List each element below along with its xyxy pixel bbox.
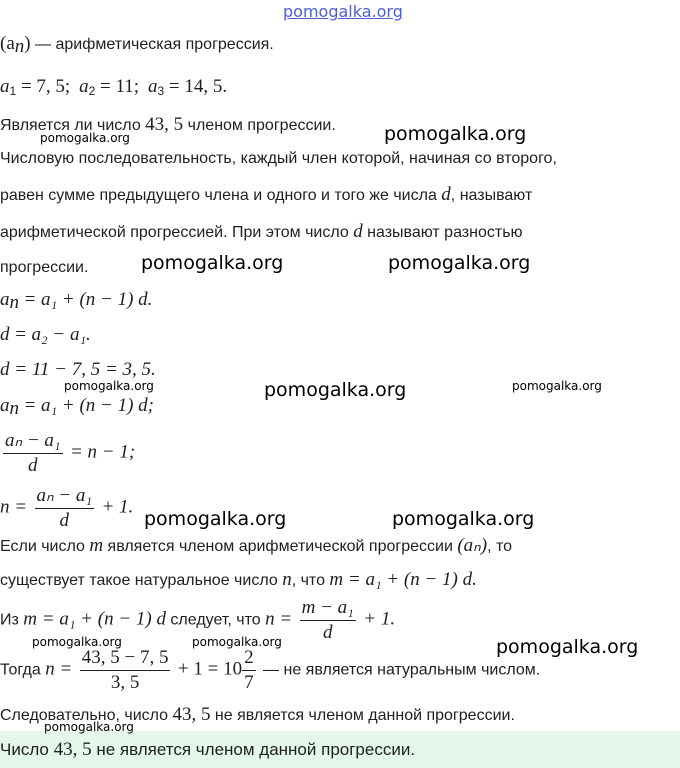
watermark: pomogalka.org xyxy=(40,131,130,145)
formula-fraction: $\frac{\text{aₙ − a₁}}{d}$ = n − 1; xyxy=(5,430,136,476)
watermark: pomogalka.org xyxy=(392,508,535,530)
formula-n: n = $\frac{\text{aₙ − a₁}}{d}$ + 1. xyxy=(0,485,134,531)
definition-line-1: Числовую последовательность, каждый член которой, начиная со второго, xyxy=(0,150,557,167)
watermark: pomogalka.org xyxy=(141,252,284,274)
watermark: pomogalka.org xyxy=(144,508,287,530)
reasoning-line-2: существует такое натуральное число n, что m = a₁ + (n − 1) d. xyxy=(0,569,477,590)
formula-an-2: $a_n = a_1 + (n - 1)$ d; xyxy=(0,395,155,419)
reasoning-line-1: Если число m является членом арифметической прогрессии (aₙ), то xyxy=(0,535,513,556)
fraction: $\frac{43, 5 - 7, 5}{3, 5}$ xyxy=(81,647,169,693)
reasoning-line-3: Из m = a₁ + (n − 1) d следует, что n = $\frac{\text{m − a₁}}{d}$ + 1. xyxy=(0,597,396,643)
definition-line-3: арифметической прогрессией. При этом число d называют разностью xyxy=(0,221,523,242)
definition-line-4: прогрессии. xyxy=(0,259,89,276)
fraction: $\frac{\text{m − a₁}}{d}$ xyxy=(301,597,354,643)
fraction: $\frac{\text{aₙ − a₁}}{d}$ xyxy=(36,485,93,531)
mixed-fraction: $\frac{2}{7}$ xyxy=(244,647,254,693)
sequence-statement: $(a_n)$ — арифметическая прогрессия. xyxy=(0,33,274,57)
watermark-top: pomogalka.org xyxy=(283,2,403,21)
watermark: pomogalka.org xyxy=(496,636,639,658)
question: Является ли число 43, 5 членом прогрессии. xyxy=(0,114,336,135)
answer-text: Число 43, 5 не является членом данной прогрессии. xyxy=(0,739,416,760)
reasoning-line-4: Тогда n = $\frac{43, 5 - 7, 5}{3, 5}$ + 1 = 10 $\frac{2}{7}$ — не является натуральным числом. xyxy=(0,647,541,693)
answer-box xyxy=(0,731,680,768)
formula-d-value: d = 11 − 7, 5 = 3, 5. xyxy=(0,359,156,380)
reasoning-line-5: Следовательно, число 43, 5 не является членом данной прогрессии. xyxy=(0,704,515,725)
watermark: pomogalka.org xyxy=(32,635,122,649)
watermark: pomogalka.org xyxy=(512,379,602,393)
watermark: pomogalka.org xyxy=(192,635,282,649)
watermark: pomogalka.org xyxy=(264,379,407,401)
given-terms: $a_1 = 7$, 5; $a_2 = 11$; $a_3 = 14$, 5. xyxy=(0,76,228,98)
definition-line-2: равен сумме предыдущего члена и одного и того же числа d, называют xyxy=(0,184,533,205)
formula-d: d = a₂ − a₁. xyxy=(0,324,91,345)
watermark: pomogalka.org xyxy=(64,379,154,393)
watermark: pomogalka.org xyxy=(44,720,134,734)
fraction: $\frac{\text{aₙ − a₁}}{d}$ xyxy=(5,430,61,476)
formula-an: $a_n = a_1 + (n - 1)$ d. xyxy=(0,289,153,313)
watermark: pomogalka.org xyxy=(388,252,531,274)
watermark: pomogalka.org xyxy=(384,123,527,145)
